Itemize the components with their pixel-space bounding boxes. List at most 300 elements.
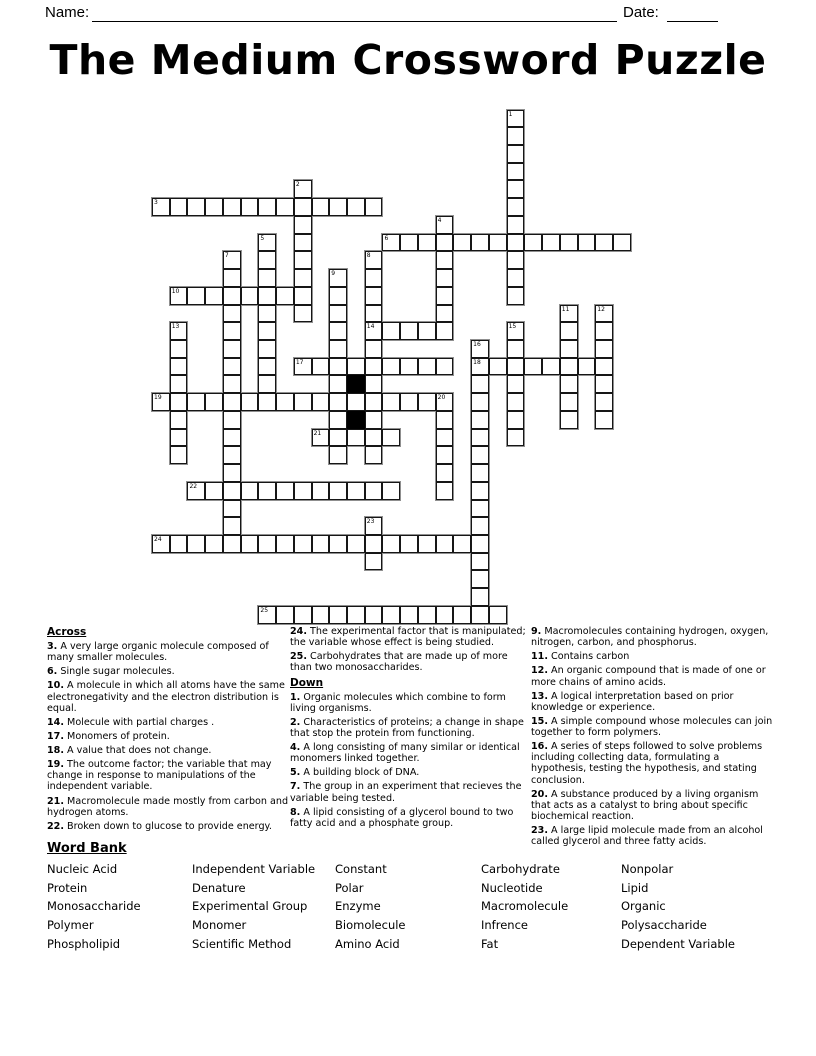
clue: 23. A large lipid molecule made from an alcohol called glycerol and three fatty acids. (531, 825, 763, 848)
grid-cell (276, 535, 294, 553)
grid-cell (223, 375, 241, 393)
grid-cell (223, 500, 241, 518)
grid-cell (507, 375, 525, 393)
grid-cell (489, 606, 507, 624)
grid-cell (382, 322, 400, 340)
clue-column-1 (47, 626, 290, 835)
grid-cell (312, 393, 330, 411)
grid-cell (507, 429, 525, 447)
grid-cell (312, 606, 330, 624)
grid-cell (294, 251, 312, 269)
word-bank-word: Polymer (47, 918, 94, 933)
grid-cell (489, 234, 507, 252)
grid-cell (436, 482, 454, 500)
grid-cell (294, 393, 312, 411)
grid-cell (223, 358, 241, 376)
grid-cell (560, 393, 578, 411)
clue-number: 23. (531, 825, 548, 836)
grid-cell (223, 429, 241, 447)
grid-cell-number: 1 (508, 110, 513, 118)
grid-cell (418, 393, 436, 411)
grid-cell-number: 25 (260, 606, 269, 614)
clue-number: 18. (47, 745, 64, 756)
grid-cell (365, 287, 383, 305)
grid-cell (453, 535, 471, 553)
clue-section-heading: Down (290, 676, 324, 689)
grid-cell (578, 358, 596, 376)
word-bank-word: Constant (335, 862, 387, 876)
grid-cell (436, 287, 454, 305)
grid-cell (507, 234, 525, 252)
grid-cell (241, 482, 259, 500)
grid-cell (436, 358, 454, 376)
grid-cell (471, 358, 489, 376)
word-bank-column (335, 860, 406, 953)
clue-number: 2. (290, 716, 301, 728)
grid-cell (471, 606, 489, 624)
clue-number: 16. (531, 741, 548, 753)
grid-cell (507, 216, 525, 234)
grid-cell (365, 269, 383, 287)
grid-cell-number: 20 (437, 394, 446, 402)
clue: 16. A series of steps followed to solve problems including collecting data, formulating a hypothesis, testing the hypothesis, and stating conclusion. (531, 741, 763, 786)
grid-cell (258, 393, 276, 411)
grid-cell (312, 482, 330, 500)
grid-cell-number: 14 (366, 323, 375, 331)
word-bank-word: Dependent Variable (621, 936, 735, 951)
grid-cell (170, 375, 188, 393)
grid-cell (382, 393, 400, 411)
grid-cell (453, 606, 471, 624)
grid-cell (365, 305, 383, 323)
clue: 18. A value that does not change. (47, 745, 212, 756)
grid-cell (365, 251, 383, 269)
grid-cell (400, 358, 418, 376)
grid-cell (294, 287, 312, 305)
clue: 11. Contains carbon (531, 651, 630, 663)
grid-cell (471, 375, 489, 393)
grid-cell (170, 198, 188, 216)
word-bank-word: Nucleic Acid (47, 862, 118, 876)
grid-cell-number: 9 (331, 270, 336, 278)
grid-cell (223, 340, 241, 358)
grid-cell (507, 340, 525, 358)
grid-cell (507, 198, 525, 216)
clue: 14. Molecule with partial charges . (47, 716, 215, 728)
grid-cell (223, 322, 241, 340)
word-bank-word: Enzyme (335, 899, 381, 914)
grid-cell (471, 446, 489, 464)
clue: 12. An organic compound that is made of one or more chains of amino acids. (531, 665, 766, 688)
clue: 2. Characteristics of proteins; a change in shape that stop the protein from functioning. (290, 716, 524, 739)
grid-cell (560, 340, 578, 358)
word-bank-word: Scientific Method (192, 936, 292, 951)
grid-cell (329, 305, 347, 323)
grid-cell (241, 535, 259, 553)
word-bank-word: Monomer (192, 918, 247, 933)
grid-cell (436, 234, 454, 252)
grid-cell (294, 269, 312, 287)
word-bank-word: Nonpolar (621, 862, 674, 876)
grid-cell (187, 482, 205, 500)
grid-cell-number: 7 (224, 252, 229, 260)
grid-cell (241, 198, 259, 216)
grid-cell (365, 411, 383, 429)
grid-cell (453, 234, 471, 252)
grid-cell-number: 4 (437, 216, 442, 224)
grid-cell-number: 17 (295, 358, 304, 366)
grid-cell (524, 358, 542, 376)
grid-cell (365, 322, 383, 340)
grid-cell-number: 6 (384, 234, 389, 242)
grid-cell (436, 269, 454, 287)
word-bank-word: Fat (481, 936, 499, 951)
grid-cell (347, 429, 365, 447)
grid-cell-number: 18 (473, 358, 481, 366)
grid-cell (223, 198, 241, 216)
grid-cell (294, 606, 312, 624)
clue: 7. The group in an experiment that recieves the variable being tested. (290, 781, 522, 804)
grid-cell-number: 23 (366, 518, 375, 526)
grid-cell (258, 535, 276, 553)
grid-cell (436, 411, 454, 429)
clue: 19. The outcome factor; the variable that may change in response to manipulations of the independent variable. (47, 759, 272, 793)
word-bank-word: Monosaccharide (47, 899, 141, 914)
grid-cell (595, 411, 613, 429)
grid-cell (258, 198, 276, 216)
grid-cell (294, 216, 312, 234)
grid-cell (223, 287, 241, 305)
grid-cell (400, 393, 418, 411)
grid-cell (471, 464, 489, 482)
word-bank-column (192, 860, 315, 953)
grid-cell (187, 393, 205, 411)
grid-cell (489, 358, 507, 376)
grid-cell (418, 234, 436, 252)
clue-number: 8. (290, 806, 301, 818)
grid-cell (312, 429, 330, 447)
grid-cell (223, 464, 241, 482)
grid-cell (436, 216, 454, 234)
word-bank-word: Macromolecule (481, 899, 569, 914)
grid-cell (471, 340, 489, 358)
grid-cell (223, 446, 241, 464)
word-bank-word: Organic (621, 899, 666, 914)
grid-cell (471, 517, 489, 535)
word-bank-word: Nucleotide (481, 880, 543, 895)
grid-cell-number: 5 (260, 234, 265, 242)
grid-cell (613, 234, 631, 252)
grid-cell (223, 251, 241, 269)
grid-cell (382, 358, 400, 376)
grid-cell (595, 234, 613, 252)
grid-cell (507, 145, 525, 163)
grid-cell (187, 287, 205, 305)
clue-number: 24. (290, 626, 307, 637)
grid-cell (471, 500, 489, 518)
page-title: The Medium Crossword Puzzle (49, 36, 767, 84)
grid-cell (365, 393, 383, 411)
grid-cell (365, 517, 383, 535)
grid-cell-number: 24 (154, 536, 162, 544)
grid-cell (258, 251, 276, 269)
grid-cell (365, 429, 383, 447)
word-bank-word: Independent Variable (192, 862, 316, 876)
word-bank-word: Polar (335, 880, 364, 895)
clue-number: 14. (47, 716, 64, 728)
grid-cell (365, 446, 383, 464)
grid-cell (365, 535, 383, 553)
grid-cell (471, 234, 489, 252)
clue: 17. Monomers of protein. (47, 730, 170, 742)
grid-cell (329, 340, 347, 358)
grid-cell (276, 482, 294, 500)
grid-cell (329, 535, 347, 553)
grid-cell (365, 198, 383, 216)
grid-cell (294, 234, 312, 252)
grid-cell (524, 234, 542, 252)
clue-number: 9. (531, 626, 542, 637)
clue-number: 5. (290, 767, 301, 779)
word-bank-word: Infrence (481, 918, 528, 933)
word-bank-word: Protein (47, 880, 88, 895)
grid-cell (187, 198, 205, 216)
grid-cell (329, 358, 347, 376)
grid-cell (382, 234, 400, 252)
grid-cell (507, 251, 525, 269)
grid-cell (436, 393, 454, 411)
word-bank-word: Lipid (621, 880, 649, 895)
grid-cell (223, 411, 241, 429)
grid-cell (205, 535, 223, 553)
grid-cell (507, 180, 525, 198)
grid-cell-number: 22 (189, 482, 198, 490)
clue: 9. Macromolecules containing hydrogen, oxygen, nitrogen, carbon, and phosphorus. (531, 626, 769, 649)
grid-cell (436, 251, 454, 269)
grid-cell (436, 606, 454, 624)
grid-cell (223, 517, 241, 535)
grid-cell (365, 358, 383, 376)
grid-cell (471, 588, 489, 606)
grid-cell-number: 21 (313, 429, 322, 437)
grid-cell-number: 13 (171, 323, 180, 331)
grid-cell (560, 411, 578, 429)
clue-number: 1. (290, 691, 301, 703)
grid-cell (258, 305, 276, 323)
grid-cell (223, 269, 241, 287)
clue-number: 20. (531, 788, 548, 800)
word-bank-word: Experimental Group (192, 899, 308, 914)
grid-cell (276, 393, 294, 411)
grid-cell (294, 482, 312, 500)
grid-cell (507, 322, 525, 340)
grid-cell (258, 287, 276, 305)
clue-number: 17. (47, 730, 64, 742)
clue: 5. A building block of DNA. (290, 767, 420, 779)
grid-cell (595, 375, 613, 393)
grid-cell (471, 429, 489, 447)
grid-cell (418, 358, 436, 376)
grid-cell (329, 606, 347, 624)
grid-cell (258, 322, 276, 340)
clue-number: 22. (47, 820, 64, 832)
grid-cell (418, 606, 436, 624)
grid-cell (258, 482, 276, 500)
grid-cell (365, 482, 383, 500)
grid-cell (507, 163, 525, 181)
grid-cell (329, 482, 347, 500)
grid-cell (400, 322, 418, 340)
grid-cell (436, 429, 454, 447)
grid-cell (223, 305, 241, 323)
grid-cell (507, 393, 525, 411)
date-label: Date: (623, 4, 659, 21)
grid-cell (170, 411, 188, 429)
clue-section-heading: Across (47, 626, 87, 638)
grid-cell (329, 411, 347, 429)
grid-cell (170, 287, 188, 305)
grid-cell (187, 535, 205, 553)
grid-cell-number: 19 (154, 394, 162, 402)
clue: 3. A very large organic molecule composed of many smaller molecules. (47, 641, 269, 664)
grid-cell (418, 322, 436, 340)
grid-cell (365, 553, 383, 571)
clue: 25. Carbohydrates that are made up of more than two monosaccharides. (290, 651, 508, 674)
grid-cell (329, 287, 347, 305)
clue-number: 13. (531, 690, 548, 702)
grid-cell (205, 393, 223, 411)
clue: 6. Single sugar molecules. (47, 666, 175, 678)
word-bank-word: Biomolecule (335, 918, 406, 933)
grid-cell (276, 198, 294, 216)
grid-cell (400, 606, 418, 624)
grid-cell (347, 393, 365, 411)
word-bank-heading: Word Bank (47, 841, 127, 856)
grid-cell (223, 535, 241, 553)
grid-cell (258, 358, 276, 376)
grid-cell (365, 606, 383, 624)
black-cell (347, 375, 365, 393)
clue: 20. A substance produced by a living organism that acts as a catalyst to bring about specific biochemical reaction. (531, 788, 759, 822)
grid-cell (507, 411, 525, 429)
clue-number: 15. (531, 715, 548, 727)
grid-cell (436, 464, 454, 482)
grid-cell (294, 198, 312, 216)
grid-cell (276, 287, 294, 305)
grid-cell (223, 482, 241, 500)
grid-cell (347, 482, 365, 500)
grid-cell (223, 393, 241, 411)
black-cell (347, 411, 365, 429)
clue: 10. A molecule in which all atoms have the same electronegativity and the electron distribution is equal. (47, 680, 285, 714)
grid-cell (560, 305, 578, 323)
grid-cell (400, 535, 418, 553)
clue-number: 6. (47, 666, 58, 678)
clue-number: 12. (531, 665, 548, 677)
grid-cell (507, 127, 525, 145)
grid-cell (507, 358, 525, 376)
grid-cell (258, 269, 276, 287)
clue: 22. Broken down to glucose to provide energy. (47, 820, 272, 832)
word-bank-column (481, 860, 568, 953)
clue-number: 10. (47, 680, 64, 692)
clue: 4. A long consisting of many similar or identical monomers linked together. (290, 742, 520, 765)
clue: 8. A lipid consisting of a glycerol bound to two fatty acid and a phosphate group. (290, 806, 514, 829)
grid-cell (382, 429, 400, 447)
grid-cell (276, 606, 294, 624)
grid-cell (471, 553, 489, 571)
grid-cell (312, 198, 330, 216)
word-bank-word: Phospholipid (47, 936, 121, 951)
word-bank-word: Polysaccharide (621, 918, 707, 933)
grid-cell (170, 340, 188, 358)
grid-cell (258, 375, 276, 393)
grid-cell (258, 234, 276, 252)
grid-cell (294, 305, 312, 323)
grid-cell (170, 446, 188, 464)
grid-cell (329, 322, 347, 340)
grid-cell-number: 10 (171, 287, 180, 295)
word-bank-column (47, 860, 141, 953)
grid-cell (560, 234, 578, 252)
grid-cell (294, 358, 312, 376)
clue: 1. Organic molecules which combine to form living organisms. (290, 691, 506, 714)
clue-number: 21. (47, 795, 64, 807)
word-bank-column (621, 860, 735, 953)
clue-number: 7. (290, 781, 301, 793)
grid-cell (329, 375, 347, 393)
grid-cell (560, 358, 578, 376)
grid-cell (382, 482, 400, 500)
grid-cell (312, 535, 330, 553)
clue: 21. Macromolecule made mostly from carbon and hydrogen atoms. (47, 795, 289, 818)
grid-cell (170, 358, 188, 376)
clue-column-3 (531, 626, 774, 850)
grid-cell (595, 393, 613, 411)
grid-cell (382, 535, 400, 553)
grid-cell (170, 429, 188, 447)
grid-cell (436, 446, 454, 464)
grid-cell (507, 110, 525, 128)
grid-cell (205, 482, 223, 500)
grid-cell (347, 535, 365, 553)
grid-cell (595, 322, 613, 340)
word-bank-word: Carbohydrate (481, 862, 560, 876)
clue-number: 3. (47, 641, 58, 652)
grid-cell (365, 340, 383, 358)
name-label: Name: (45, 4, 90, 21)
grid-cell (436, 305, 454, 323)
clue: 13. A logical interpretation based on prior knowledge or experience. (531, 690, 734, 713)
grid-cell (347, 198, 365, 216)
grid-cell (471, 535, 489, 553)
clue-column-2 (290, 626, 530, 832)
grid-cell (507, 269, 525, 287)
clue-number: 4. (290, 742, 301, 753)
grid-cell (312, 358, 330, 376)
grid-cell (170, 322, 188, 340)
grid-cell (152, 393, 170, 411)
grid-cell (595, 340, 613, 358)
clue-number: 25. (290, 651, 307, 663)
clue-number: 11. (531, 651, 548, 663)
grid-cell (471, 570, 489, 588)
grid-cell (170, 535, 188, 553)
grid-cell (329, 393, 347, 411)
grid-cell (152, 535, 170, 553)
grid-cell (329, 198, 347, 216)
grid-cell (205, 198, 223, 216)
